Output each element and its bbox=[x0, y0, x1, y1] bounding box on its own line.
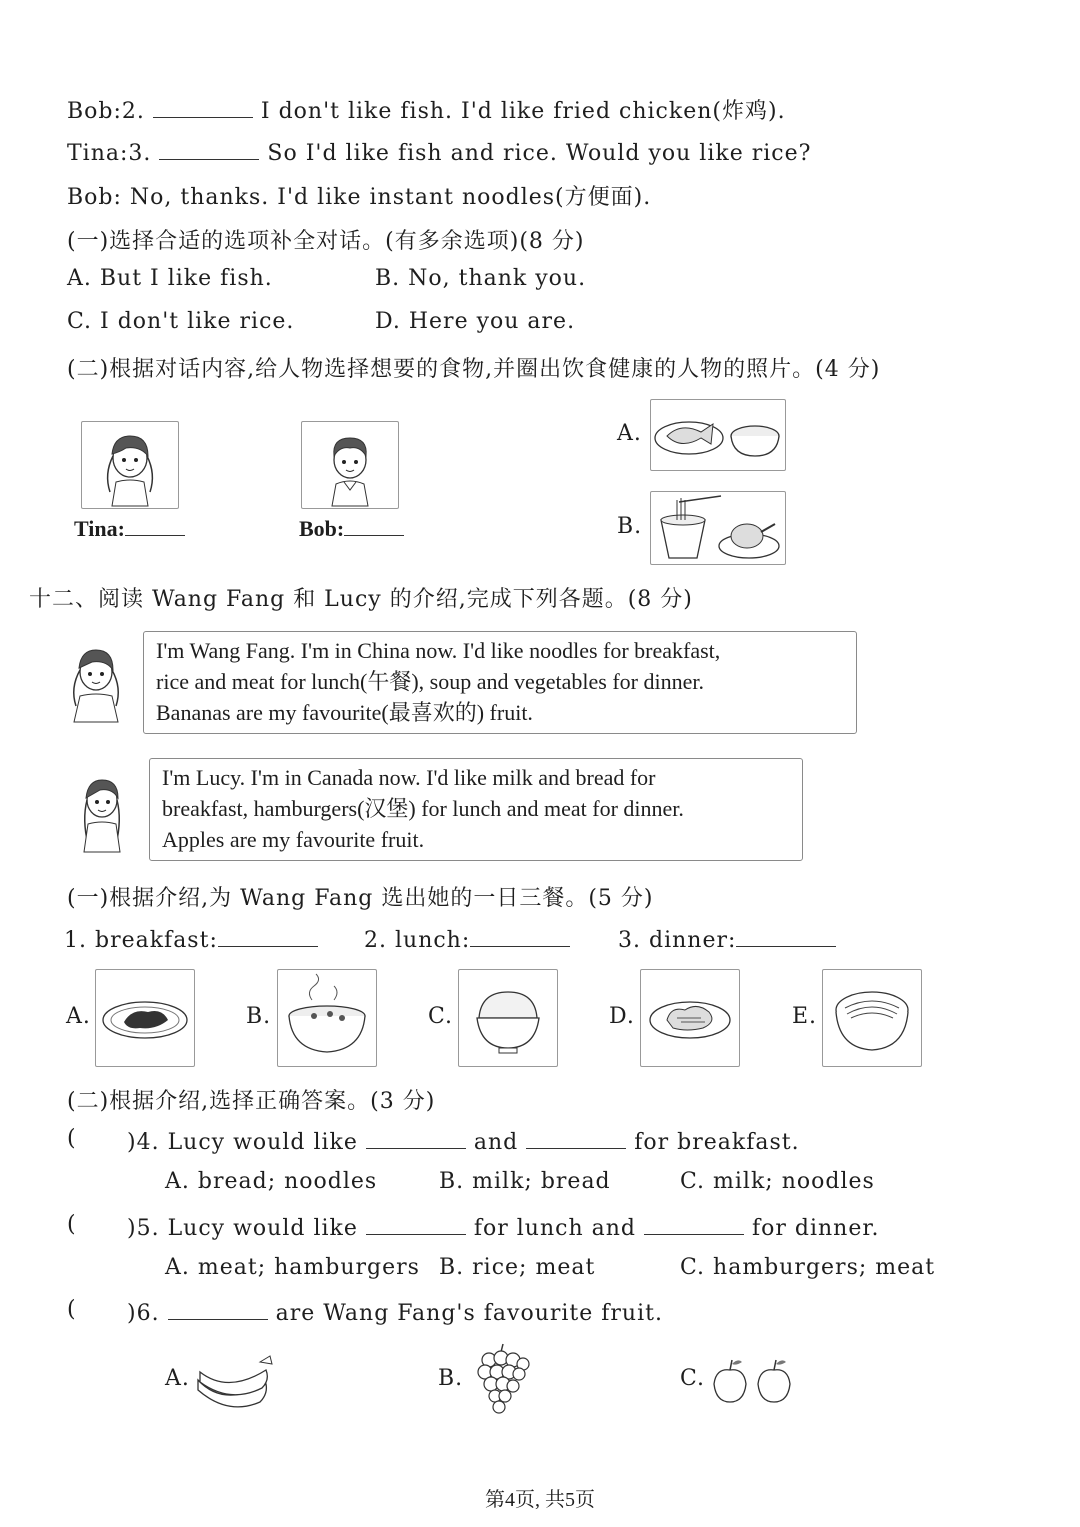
bob-photo[interactable] bbox=[301, 421, 399, 509]
answer-blank[interactable] bbox=[218, 924, 318, 947]
fruit-option-b-label: B. bbox=[438, 1366, 464, 1391]
girl-icon bbox=[72, 770, 132, 854]
fruit-option-a[interactable] bbox=[194, 1350, 276, 1414]
lunch-question bbox=[364, 924, 570, 953]
part2-instruction: (二)根据介绍,选择正确答案。(3 分) bbox=[67, 1089, 436, 1114]
question-text: for dinner. bbox=[752, 1216, 880, 1241]
q4-option-c: C. milk; noodles bbox=[680, 1169, 875, 1194]
girl-icon bbox=[82, 422, 178, 508]
section2-instruction: (二)根据对话内容,给人物选择想要的食物,并圈出饮食健康的人物的照片。(4 分) bbox=[67, 357, 881, 382]
intro-line: Bananas are my favourite(最喜欢的) fruit. bbox=[156, 700, 533, 725]
food-option-a[interactable] bbox=[650, 399, 786, 471]
answer-blank[interactable] bbox=[125, 515, 185, 536]
intro-line: I'm Lucy. I'm in Canada now. I'd like milk and bread for bbox=[162, 765, 656, 790]
breakfast-question bbox=[64, 924, 318, 953]
option-c: C. I don't like rice. bbox=[67, 309, 295, 334]
intro-line: I'm Wang Fang. I'm in China now. I'd like noodles for breakfast, bbox=[156, 638, 721, 663]
intro-line: rice and meat for lunch(午餐), soup and vegetables for dinner. bbox=[156, 669, 704, 694]
grapes-icon bbox=[469, 1342, 533, 1418]
intro-line: breakfast, hamburgers(汉堡) for lunch and meat for dinner. bbox=[162, 796, 684, 821]
q5-option-a: A. meat; hamburgers bbox=[165, 1255, 420, 1280]
q4-option-a: A. bread; noodles bbox=[165, 1169, 378, 1194]
answer-paren[interactable]: ( bbox=[67, 1297, 76, 1322]
answer-blank[interactable] bbox=[153, 95, 253, 118]
answer-blank[interactable] bbox=[344, 515, 404, 536]
q12-title: 十二、阅读 Wang Fang 和 Lucy 的介绍,完成下列各题。(8 分) bbox=[29, 587, 693, 612]
vegetables-dish-icon bbox=[641, 970, 739, 1066]
fish-and-rice-icon bbox=[651, 400, 785, 470]
dialogue-line-3 bbox=[67, 137, 811, 166]
fruit-option-b[interactable] bbox=[469, 1342, 533, 1418]
answer-paren[interactable]: ( bbox=[67, 1126, 76, 1151]
question-label: 3. dinner: bbox=[618, 928, 737, 953]
fruit-option-c[interactable] bbox=[708, 1356, 796, 1406]
question-text: )4. Lucy would like bbox=[127, 1130, 358, 1155]
q4-option-b: B. milk; bread bbox=[439, 1169, 611, 1194]
dialogue-text: I don't like fish. I'd like fried chicken(炸鸡). bbox=[260, 99, 786, 124]
wang-fang-avatar bbox=[62, 640, 128, 724]
tina-label: Tina: bbox=[74, 516, 125, 541]
meal-choice-c-label: C. bbox=[428, 1004, 454, 1029]
meal-choice-a[interactable] bbox=[95, 969, 195, 1067]
section1-instruction: (一)选择合适的选项补全对话。(有多余选项)(8 分) bbox=[67, 229, 585, 254]
meal-choice-d-label: D. bbox=[609, 1004, 635, 1029]
speaker-prefix: Bob:2. bbox=[67, 99, 145, 124]
answer-blank bbox=[168, 1297, 268, 1320]
banana-icon bbox=[194, 1350, 276, 1414]
question-text: )5. Lucy would like bbox=[127, 1216, 358, 1241]
question-text: are Wang Fang's favourite fruit. bbox=[275, 1301, 663, 1326]
rice-bowl-icon bbox=[459, 970, 557, 1066]
lucy-intro bbox=[149, 758, 803, 861]
boy-icon bbox=[302, 422, 398, 508]
noodles-and-chicken-icon bbox=[651, 492, 785, 564]
question-text: )6. bbox=[127, 1301, 160, 1326]
girl-icon bbox=[62, 640, 128, 724]
question-label: 2. lunch: bbox=[364, 928, 471, 953]
meal-choice-b[interactable] bbox=[277, 969, 377, 1067]
wang-fang-intro bbox=[143, 631, 857, 734]
meal-choice-e[interactable] bbox=[822, 969, 922, 1067]
tina-answer bbox=[74, 515, 185, 542]
answer-blank bbox=[366, 1212, 466, 1235]
page-footer: 第4页, 共5页 bbox=[485, 1489, 595, 1511]
dialogue-line-4: Bob: No, thanks. I'd like instant noodles(方便面). bbox=[67, 185, 652, 210]
meat-dish-icon bbox=[96, 970, 194, 1066]
dinner-question bbox=[618, 924, 836, 953]
part1-instruction: (一)根据介绍,为 Wang Fang 选出她的一日三餐。(5 分) bbox=[67, 886, 654, 911]
food-option-b[interactable] bbox=[650, 491, 786, 565]
meal-choice-c[interactable] bbox=[458, 969, 558, 1067]
tina-photo[interactable] bbox=[81, 421, 179, 509]
q5-option-b: B. rice; meat bbox=[439, 1255, 596, 1280]
answer-paren[interactable]: ( bbox=[67, 1212, 76, 1237]
question-text: and bbox=[473, 1130, 519, 1155]
answer-blank bbox=[644, 1212, 744, 1235]
bob-label: Bob: bbox=[299, 516, 345, 541]
answer-blank bbox=[526, 1126, 626, 1149]
answer-blank[interactable] bbox=[470, 924, 570, 947]
noodle-bowl-icon bbox=[823, 970, 921, 1066]
soup-bowl-icon bbox=[278, 970, 376, 1066]
meal-choice-d[interactable] bbox=[640, 969, 740, 1067]
fruit-option-a-label: A. bbox=[165, 1366, 190, 1391]
q5-option-c: C. hamburgers; meat bbox=[680, 1255, 936, 1280]
question-6 bbox=[127, 1297, 663, 1326]
apples-icon bbox=[708, 1356, 796, 1406]
meal-choice-a-label: A. bbox=[66, 1004, 91, 1029]
fruit-option-c-label: C. bbox=[680, 1366, 706, 1391]
bob-answer bbox=[299, 515, 404, 542]
speaker-prefix: Tina:3. bbox=[67, 141, 152, 166]
lucy-avatar bbox=[72, 770, 132, 854]
option-d: D. Here you are. bbox=[375, 309, 576, 334]
meal-choice-b-label: B. bbox=[246, 1004, 272, 1029]
question-text: for breakfast. bbox=[634, 1130, 800, 1155]
option-b: B. No, thank you. bbox=[375, 266, 587, 291]
question-label: 1. breakfast: bbox=[64, 928, 218, 953]
question-text: for lunch and bbox=[473, 1216, 636, 1241]
food-option-b-label: B. bbox=[617, 514, 643, 539]
question-4 bbox=[127, 1126, 800, 1155]
food-option-a-label: A. bbox=[617, 421, 642, 446]
meal-choice-e-label: E. bbox=[792, 1004, 818, 1029]
answer-blank[interactable] bbox=[736, 924, 836, 947]
answer-blank bbox=[366, 1126, 466, 1149]
dialogue-line-2 bbox=[67, 94, 786, 125]
intro-line: Apples are my favourite fruit. bbox=[162, 827, 425, 852]
option-a: A. But I like fish. bbox=[67, 266, 273, 291]
answer-blank[interactable] bbox=[159, 137, 259, 160]
dialogue-text: So I'd like fish and rice. Would you like rice? bbox=[267, 141, 812, 166]
question-5 bbox=[127, 1212, 879, 1241]
